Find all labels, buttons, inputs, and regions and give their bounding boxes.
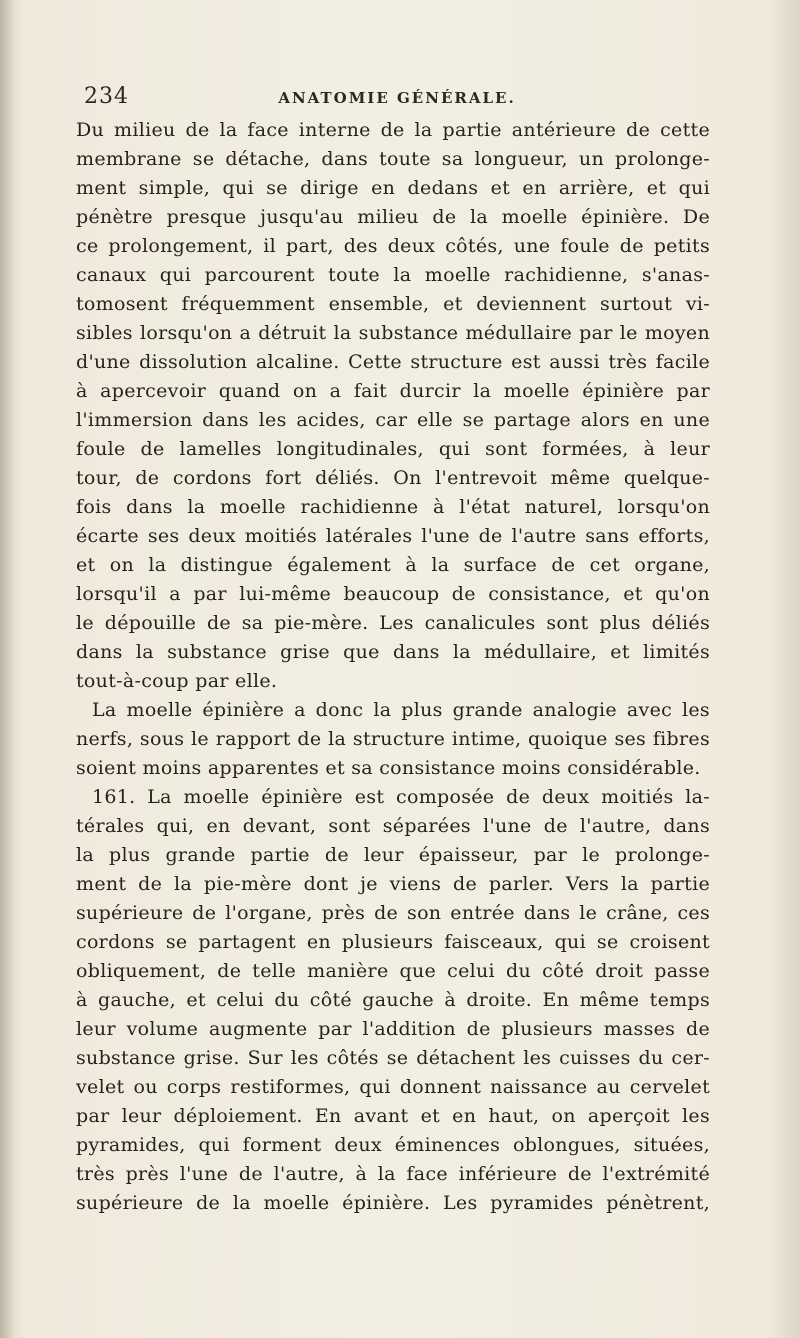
text-line: écarte ses deux moitiés latérales l'une de l'autre sans efforts,	[76, 525, 710, 547]
text-line: d'une dissolution alcaline. Cette structure est aussi très facile	[76, 351, 710, 373]
text-line: sibles lorsqu'on a détruit la substance médullaire par le moyen	[76, 322, 710, 344]
text-line: 161. La moelle épinière est composée de deux moitiés la-	[92, 786, 710, 808]
text-line: l'immersion dans les acides, car elle se partage alors en une	[76, 409, 710, 431]
running-title: ANATOMIE GÉNÉRALE.	[278, 89, 516, 107]
body-text	[76, 116, 710, 1218]
text-line: térales qui, en devant, sont séparées l'une de l'autre, dans	[76, 815, 710, 837]
text-line: tour, de cordons fort déliés. On l'entrevoit même quelque-	[76, 467, 710, 489]
text-line: ce prolongement, il part, des deux côtés, une foule de petits	[76, 235, 710, 257]
text-line: et on la distingue également à la surface de cet organe,	[76, 554, 710, 576]
text-line: supérieure de l'organe, près de son entrée dans le crâne, ces	[76, 902, 710, 924]
text-line: substance grise. Sur les côtés se détachent les cuisses du cer-	[76, 1047, 710, 1069]
text-line: membrane se détache, dans toute sa longueur, un prolonge-	[76, 148, 710, 170]
text-line: Du milieu de la face interne de la partie antérieure de cette	[76, 119, 710, 141]
text-line: à gauche, et celui du côté gauche à droite. En même temps	[76, 989, 710, 1011]
text-line: à apercevoir quand on a fait durcir la moelle épinière par	[76, 380, 710, 402]
text-line: cordons se partagent en plusieurs faisceaux, qui se croisent	[76, 931, 710, 953]
text-line: ment de la pie-mère dont je viens de parler. Vers la partie	[76, 873, 710, 895]
text-line: leur volume augmente par l'addition de plusieurs masses de	[76, 1018, 710, 1040]
text-line: La moelle épinière a donc la plus grande analogie avec les	[92, 699, 710, 721]
text-line: soient moins apparentes et sa consistance moins considérable.	[76, 757, 701, 779]
text-line: tomosent fréquemment ensemble, et deviennent surtout vi-	[76, 293, 710, 315]
text-line: la plus grande partie de leur épaisseur, par le prolonge-	[76, 844, 710, 866]
running-head	[84, 84, 710, 114]
text-line: dans la substance grise que dans la médullaire, et limités	[76, 641, 710, 663]
text-line: foule de lamelles longitudinales, qui sont formées, à leur	[76, 438, 710, 460]
text-line: canaux qui parcourent toute la moelle rachidienne, s'anas-	[76, 264, 710, 286]
text-line: velet ou corps restiformes, qui donnent naissance au cervelet	[76, 1076, 710, 1098]
text-line: fois dans la moelle rachidienne à l'état naturel, lorsqu'on	[76, 496, 710, 518]
text-line: pyramides, qui forment deux éminences oblongues, situées,	[76, 1134, 710, 1156]
text-line: nerfs, sous le rapport de la structure intime, quoique ses fibres	[76, 728, 710, 750]
text-line: pénètre presque jusqu'au milieu de la moelle épinière. De	[76, 206, 710, 228]
text-line: le dépouille de sa pie-mère. Les canalicules sont plus déliés	[76, 612, 710, 634]
text-line: tout-à-coup par elle.	[76, 670, 278, 692]
text-line: obliquement, de telle manière que celui du côté droit passe	[76, 960, 710, 982]
text-line: supérieure de la moelle épinière. Les pyramides pénètrent,	[76, 1192, 710, 1214]
text-line: par leur déploiement. En avant et en haut, on aperçoit les	[76, 1105, 710, 1127]
text-line: ment simple, qui se dirige en dedans et en arrière, et qui	[76, 177, 710, 199]
text-line: très près l'une de l'autre, à la face inférieure de l'extrémité	[76, 1163, 710, 1185]
page-gutter-shadow	[0, 0, 14, 1338]
text-line: lorsqu'il a par lui-même beaucoup de consistance, et qu'on	[76, 583, 710, 605]
page-number: 234	[84, 84, 129, 109]
